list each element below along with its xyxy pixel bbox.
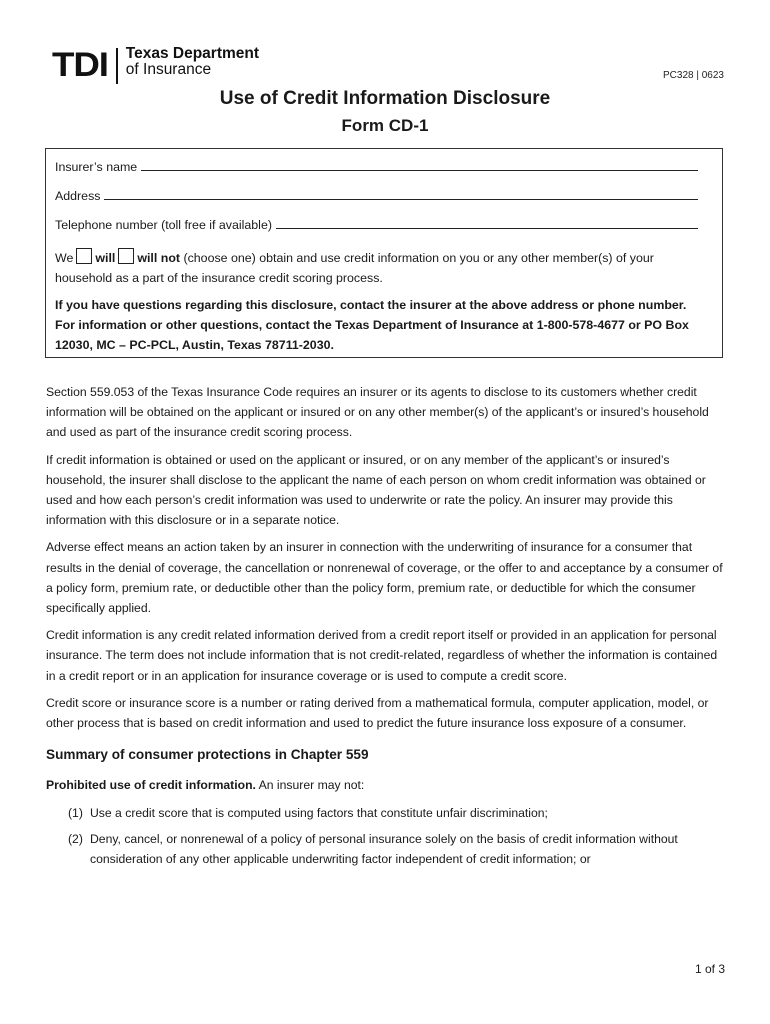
will-not-checkbox[interactable] [118,248,134,264]
logo-text [126,46,259,78]
insurer-info-box [45,148,723,358]
summary-heading: Summary of consumer protections in Chapter 559 [46,747,369,763]
list-number: (2) [68,831,83,846]
paragraph-credit-obtained: If credit information is obtained or used on the applicant or insured, or on any member of the applicant’s or insured’s household, the insurer shall disclose to the applicant the name of each person on whom credit information was obtained or used and how each person’s credit information was used to underwrite or rate the policy. An insurer may provide this information with this disclosure or in a separate notice. [46,452,706,528]
page-number: 1 of 3 [694,962,725,976]
prohibited-lead: Prohibited use of credit information. [46,778,256,793]
telephone-label: Telephone number (toll free if available) [55,218,272,232]
list-text: Use a credit score that is computed using factors that constitute unfair discrimination; [90,805,548,820]
paragraph-credit-information: Credit information is any credit related information derived from a credit report itself or provided in an application for personal insurance. The term does not include information that is not credit-related, regardless of whether the information is contained in a credit report or in an application for insurance coverage or is used to compute a credit score. [46,628,718,683]
list-item [46,803,728,823]
telephone-field [55,217,698,232]
will-not-label: will not [137,251,181,265]
list-text: Deny, cancel, or nonrenewal of a policy of personal insurance solely on the basis of credit information without consideration of any other applicable underwriting factor independent of credit information; or [90,831,678,867]
credit-use-choice [55,248,706,288]
list-item [46,829,728,869]
tdi-logo [52,46,259,86]
paragraph-section-559: Section 559.053 of the Texas Insurance Code requires an insurer or its agents to disclose to its customers whether credit information will be obtained on the applicant or insured or on any other member(s) of the applicant’s or insured’s household and used as part of the insurance credit scoring process. [46,385,709,440]
disclosure-body [46,382,728,875]
choice-description: (choose one) obtain and use credit information on you or any other member(s) of your household as a part of the insurance credit scoring process. [55,251,654,285]
contact-notice: If you have questions regarding this disclosure, contact the insurer at the above address or phone number. For information or other questions, contact the Texas Department of Insurance at 1-800-578-4677 or PO Box 12030, MC – PC-PCL, Austin, Texas 78711-2030. [55,298,689,352]
paragraph-adverse-effect: Adverse effect means an action taken by an insurer in connection with the underwriting of insurance for a consumer that results in the denial of coverage, the cancellation or nonrenewal of coverage, or the offer to and acceptance by a consumer of a policy form, premium rate, or deductible other than the policy form, premium rate, or deductible for which the consumer specifically applied. [46,540,723,616]
page-title: Use of Credit Information Disclosure [219,88,551,109]
form-subtitle: Form CD-1 [341,116,429,135]
logo-line-2: of Insurance [125,61,212,78]
form-code: PC328 | 0623 [663,70,724,81]
address-label: Address [55,189,101,203]
will-label: will [95,251,116,265]
logo-line-1: Texas Department [125,45,260,62]
insurer-name-input-line[interactable] [141,159,698,171]
list-number: (1) [68,805,83,820]
logo-mark: TDI [52,46,108,84]
address-input-line[interactable] [104,188,698,200]
insurer-name-field [55,159,698,174]
paragraph-credit-score: Credit score or insurance score is a number or rating derived from a mathematical formula, computer application, model, or other process that is based on credit information and used to predict the future insurance loss exposure of a consumer. [46,695,709,731]
insurer-name-label: Insurer’s name [55,160,138,174]
prohibited-use-intro [46,775,728,795]
will-checkbox[interactable] [76,248,92,264]
address-field [55,188,698,203]
we-label: We [55,251,74,265]
prohibited-rest: An insurer may not: [258,778,365,793]
telephone-input-line[interactable] [276,217,698,229]
logo-divider [116,48,118,84]
